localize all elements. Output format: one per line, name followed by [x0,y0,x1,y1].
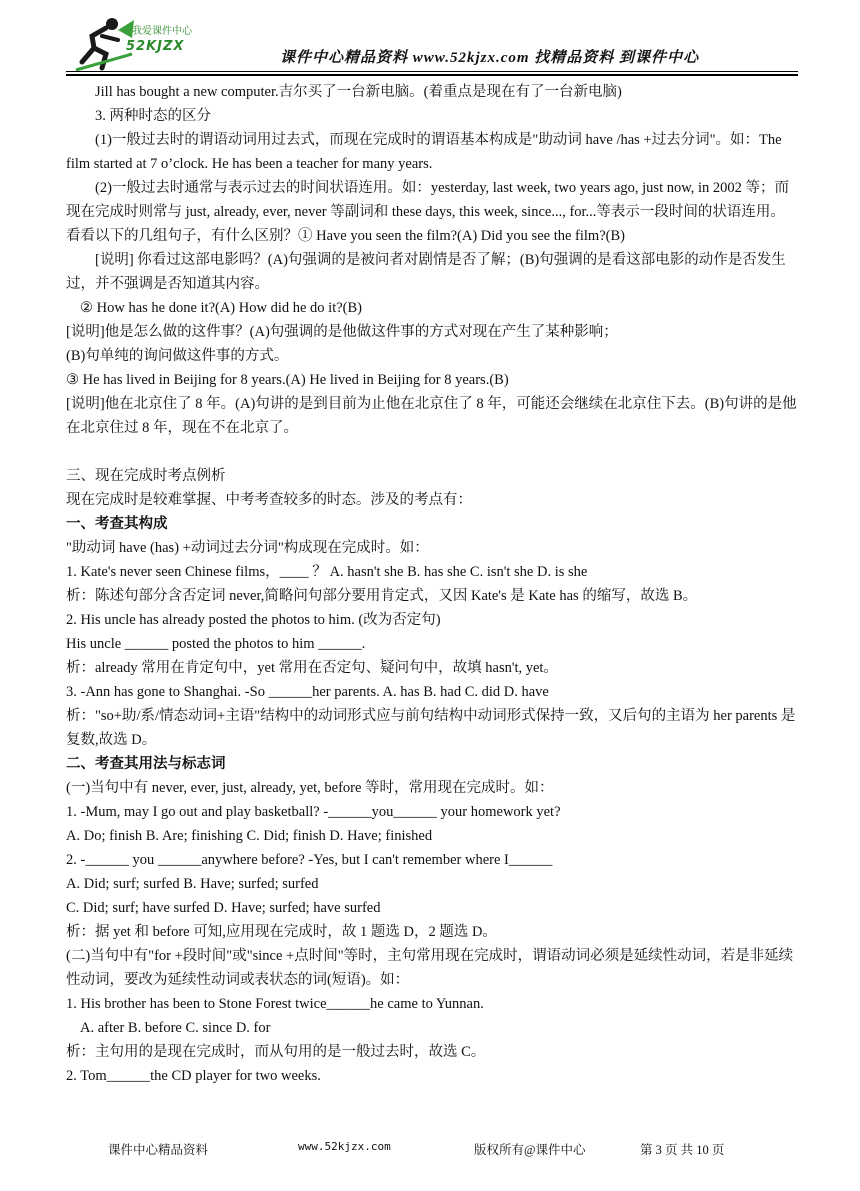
explanation: [说明] 你看过这部电影吗？(A)句强调的是被问者对剧情是否了解；(B)句强调的是看这部电影的动作是否发生过，并不强调是否知道其内容。 [66,252,786,292]
document-body [66,80,798,1088]
header-tagline: 课件中心精品资料 www.52kjzx.com 找精品资料 到课件中心 [280,50,700,66]
logo-text-bottom: 52KJZX [126,39,185,54]
page-header [0,0,860,80]
footer-copyright: 版权所有@课件中心 [474,1143,586,1157]
paragraph: Jill has bought a new computer.吉尔买了一台新电脑。(着重点是现在有了一台新电脑) [95,84,622,100]
question: 1. His brother has been to Stone Forest twice______he came to Yunnan. [66,996,484,1012]
question: 1. -Mum, may I go out and play basketball? -______you______ your homework yet? [66,804,561,820]
question: 2. Tom______the CD player for two weeks. [66,1068,321,1084]
question: 2. His uncle has already posted the photos to him. (改为否定句) [66,612,441,628]
analysis: 析：据 yet 和 before 可知,应用现在完成时，故 1 题选 D，2 题选 D。 [66,924,497,940]
question: 3. -Ann has gone to Shanghai. -So ______her parents. A. has B. had C. did D. have [66,684,549,700]
paragraph: (1)一般过去时的谓语动词用过去式，而现在完成时的谓语基本构成是"助动词 have /has +过去分词"。如：The film started at 7 o’clock. He has been a teacher for many years. [66,132,782,172]
analysis: 析：主句用的是现在完成时，而从句用的是一般过去时，故选 C。 [66,1044,486,1060]
paragraph: "助动词 have (has) +动词过去分词"构成现在完成时。如： [66,540,429,556]
spacer [66,440,798,464]
subsection-heading: 一、考查其构成 [66,516,168,532]
header-rule [66,71,798,72]
explanation: (B)句单纯的询问做这件事的方式。 [66,348,289,364]
options: A. Did; surf; surfed B. Have; surfed; surfed [66,876,319,892]
section-heading: 3. 两种时态的区分 [95,108,211,124]
example: ② How has he done it?(A) How did he do it?(B) [80,300,362,316]
question: His uncle ______ posted the photos to him ______. [66,636,366,652]
analysis: 析："so+助/系/情态动词+主语"结构中的动词形式应与前句结构中动词形式保持一致，又后句的主语为 her parents 是复数,故选 D。 [66,708,796,748]
footer-url: www.52kjzx.com [298,1140,391,1153]
analysis: 析：陈述句部分含否定词 never,简略问句部分要用肯定式，又因 Kate's 是 Kate has 的缩写，故选 B。 [66,588,698,604]
paragraph: (二)当句中有"for +段时间"或"since +点时间"等时，主句常用现在完成时，谓语动词必须是延续性动词，若是非延续性动词，要改为延续性动词或表状态的词(短语)。如： [66,948,794,988]
explanation: [说明]他是怎么做的这件事？(A)句强调的是他做这件事的方式对现在产生了某种影响； [66,324,618,340]
page-footer [0,1140,860,1160]
options: A. Do; finish B. Are; finishing C. Did; finish D. Have; finished [66,828,433,844]
logo-text-top: 我爱课件中心 [132,26,192,37]
footer-left: 课件中心精品资料 [108,1143,209,1157]
subsection-heading: 二、考查其用法与标志词 [66,756,226,772]
question: 1. Kate's never seen Chinese films，____ ？ A. hasn't she B. has she C. isn't she D. is she [66,564,588,580]
paragraph: (2)一般过去时通常与表示过去的时间状语连用。如：yesterday, last week, two years ago, just now, in 2002 等；而现在完成时则常与 just, already, ever, never 等副词和 these days, this week, since..., for...等表示一段时间的状语连用。 [66,180,790,220]
question: 2. -______ you ______anywhere before? -Yes, but I can't remember where I______ [66,852,553,868]
paragraph: (一)当句中有 never, ever, just, already, yet, before 等时，常用现在完成时。如： [66,780,554,796]
site-logo [72,14,222,74]
section-heading: 三、现在完成时考点例析 [66,468,226,484]
footer-page-number: 第 3 页 共 10 页 [640,1143,725,1157]
header-rule-thick [66,74,798,76]
analysis: 析：already 常用在肯定句中，yet 常用在否定句、疑问句中，故填 hasn't, yet。 [66,660,558,676]
example: ③ He has lived in Beijing for 8 years.(A) He lived in Beijing for 8 years.(B) [66,372,509,388]
paragraph: 看看以下的几组句子，有什么区别？① Have you seen the film?(A) Did you see the film?(B) [66,228,625,244]
options: A. after B. before C. since D. for [80,1020,271,1036]
options: C. Did; surf; have surfed D. Have; surfed; have surfed [66,900,381,916]
paragraph: 现在完成时是较难掌握、中考考查较多的时态。涉及的考点有： [66,492,472,508]
explanation: [说明]他在北京住了 8 年。(A)句讲的是到目前为止他在北京住了 8 年，可能还会继续在北京住下去。(B)句讲的是他在北京住过 8 年，现在不在北京了。 [66,396,797,436]
